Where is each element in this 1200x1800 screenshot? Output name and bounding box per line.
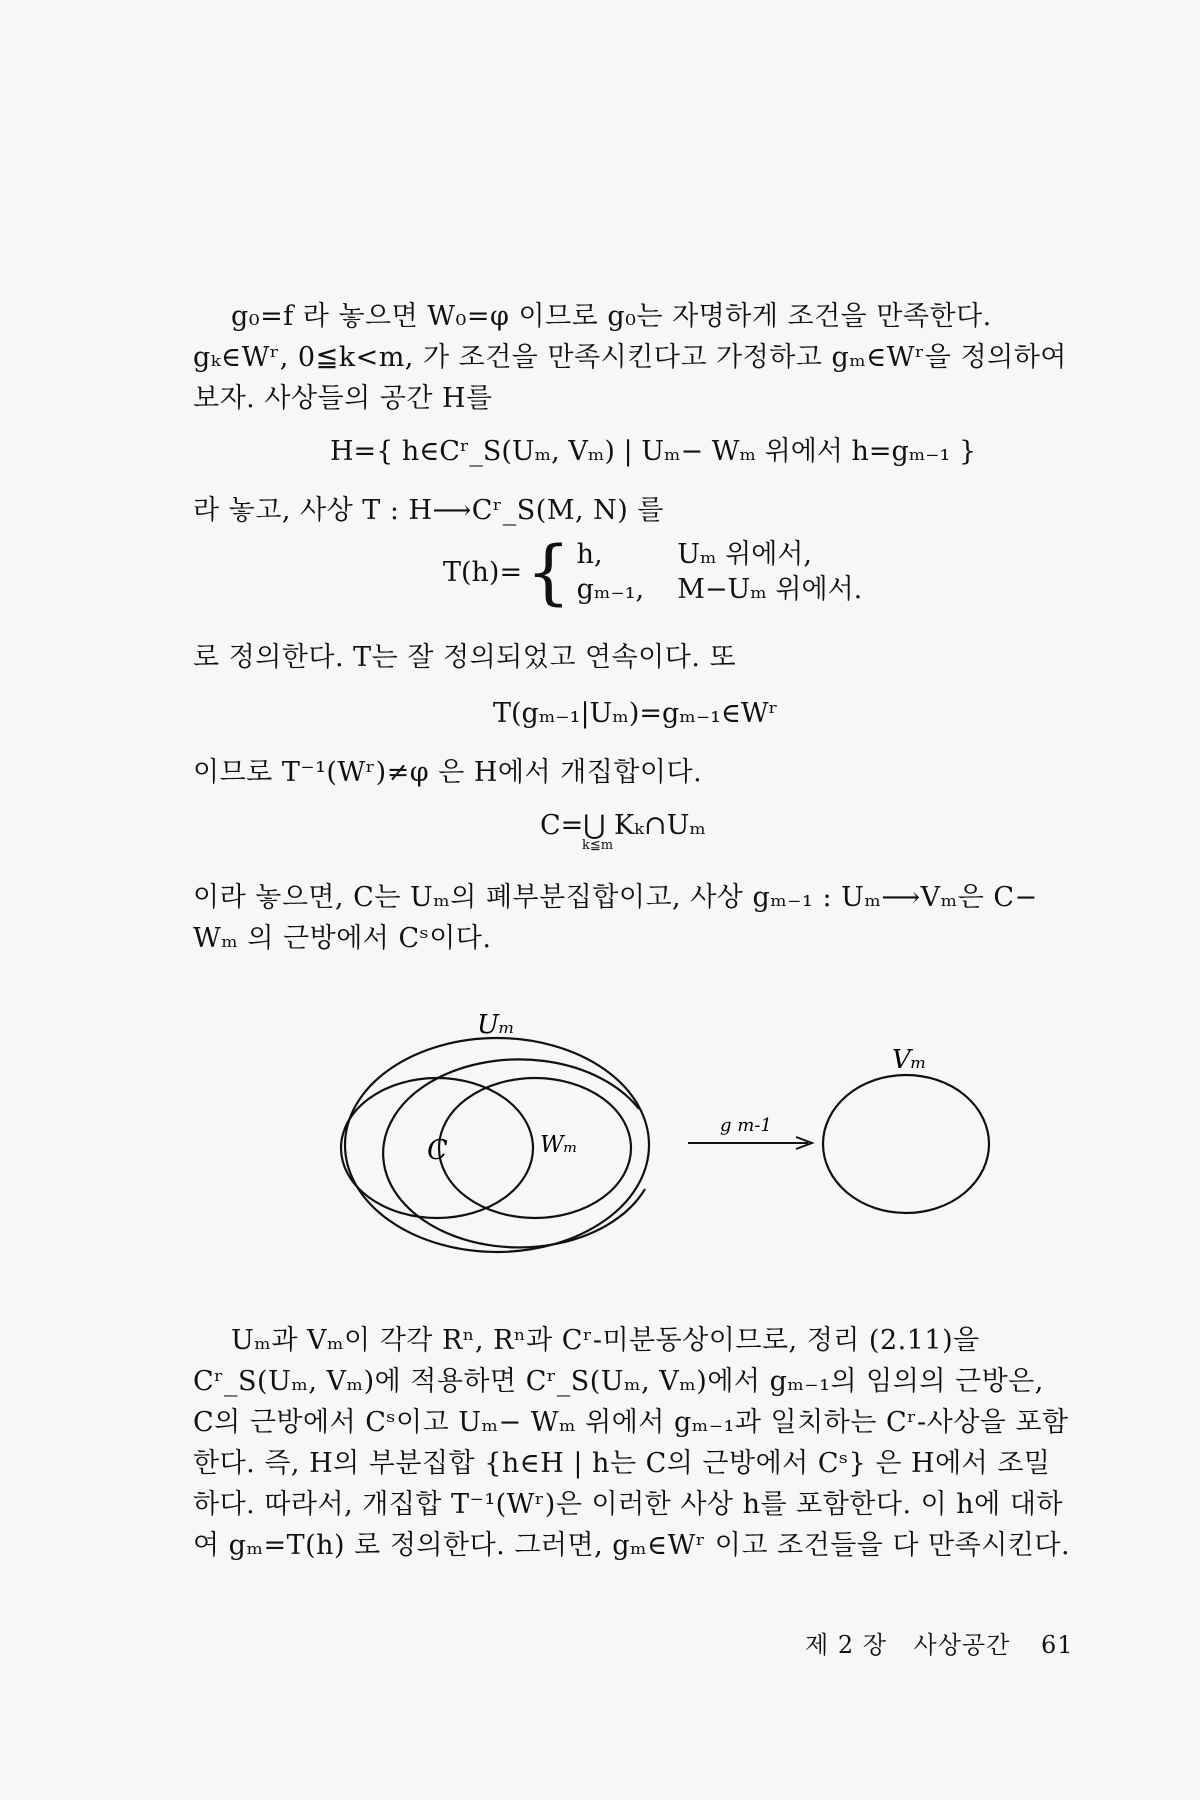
- paragraph-induction-start: g₀=f 라 놓으면 W₀=φ 이므로 g₀는 자명하게 조건을 만족한다. gₖ∈Wʳ, 0≦k<m, 가 조건을 만족시킨다고 가정하고 gₘ∈Wʳ을 정의하여 보자. 사상들의 공간 H를: [193, 301, 1067, 414]
- ellipse-W: [439, 1078, 631, 1218]
- line-define: 로 정의한다. T는 잘 정의되었고 연속이다. 또: [193, 642, 737, 673]
- case-2-condition: M−Uₘ 위에서.: [677, 574, 863, 605]
- equation-restriction: T(gₘ₋₁|Uₘ)=gₘ₋₁∈Wʳ: [493, 698, 779, 729]
- line-map-T: 라 놓고, 사상 T : H⟶Cʳ_S(M, N) 를: [193, 495, 664, 526]
- outer-ellipse-U: [345, 1038, 649, 1252]
- equation-T-lhs: T(h)=: [443, 556, 523, 588]
- line-open: 이므로 T⁻¹(Wʳ)≠φ 은 H에서 개집합이다.: [193, 757, 703, 788]
- ellipse-V: [823, 1075, 989, 1213]
- diagram-label-map: g m-1: [720, 1115, 772, 1136]
- footer-chapter: 제 2 장: [805, 1631, 887, 1659]
- page-footer: [805, 1625, 1073, 1660]
- paragraph-conclusion: Uₘ과 Vₘ이 각각 Rⁿ, Rⁿ과 Cʳ-미분동상이므로, 정리 (2.11)을 Cʳ_S(Uₘ, Vₘ)에 적용하면 Cʳ_S(Uₘ, Vₘ)에서 gₘ₋₁의 임의의 근방은, C의 근방에서 Cˢ이고 Uₘ− Wₘ 위에서 gₘ₋₁과 일치하는 Cʳ-사상을 포함한다. 즉, H의 부분집합 {h∈H | h는 C의 근방에서 Cˢ} 은 H에서 조밀하다. 따라서, 개집합 T⁻¹(Wʳ)은 이러한 사상 h를 포함한다. 이 h에 대하여 gₘ=T(h) 로 정의한다. 그러면, gₘ∈Wʳ 이고 조건들을 다 만족시킨다.: [193, 1325, 1071, 1561]
- diagram-label-C: C: [427, 1135, 448, 1166]
- diagram-label-U: Uₘ: [477, 1010, 515, 1040]
- paragraph-closed-subset: 이라 놓으면, C는 Uₘ의 폐부분집합이고, 사상 gₘ₋₁ : Uₘ⟶Vₘ은 C− Wₘ 의 근방에서 Cˢ이다.: [193, 882, 1038, 954]
- equation-space-H: H={ h∈Cʳ_S(Uₘ, Vₘ) | Uₘ− Wₘ 위에서 h=gₘ₋₁ }: [330, 436, 977, 467]
- equation-C-body: C=⋃ Kₖ∩Uₘ: [540, 810, 706, 841]
- equation-C-index: k≦m: [582, 838, 614, 853]
- diagram-label-V: Vₘ: [892, 1045, 927, 1075]
- brace-symbol: {: [526, 531, 571, 613]
- page-number: 61: [1040, 1631, 1074, 1659]
- case-2-value: gₘ₋₁,: [576, 574, 645, 605]
- diagram-label-W: Wₘ: [540, 1132, 578, 1158]
- footer-title: 사상공간: [913, 1631, 1011, 1659]
- case-1-value: h,: [576, 539, 603, 570]
- text-block-final: [193, 1320, 1073, 1566]
- case-1-condition: Uₘ 위에서,: [677, 539, 812, 570]
